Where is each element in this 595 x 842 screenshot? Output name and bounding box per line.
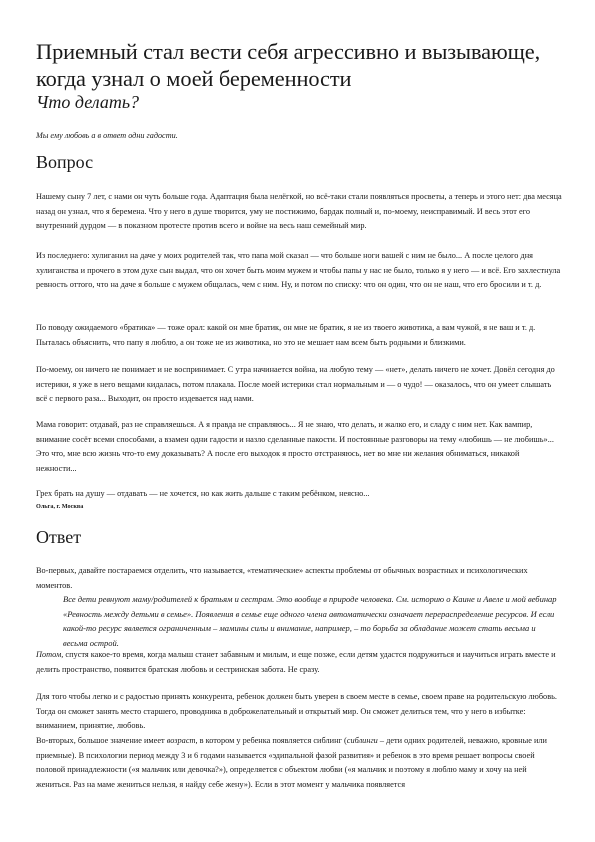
question-paragraph: По поводу ожидаемого «братика» — тоже орал: какой он мне братик, он мне не братик, я не из твоего животика, а вам чужой, я не ваш и т. д. Пыталась объяснить, что папу я люблю, а он тоже не из животика, но это не мешает нам всем быть родными и близкими. [36, 323, 536, 347]
question-paragraph: Из последнего: хулиганил на даче у моих родителей так, что папа мой сказал — что больше ноги вашей с ним не было... А после целого дня хулиганства и прочего в этом духе сын выдал, что он хочет быть моим мужем и чтобы папы у нас не было, только я у него — и всё. Его захлестнула ревность оттого, что на даче я больше с мужем общалась, чем с ним. Ну, и потом по списку: что он один, что он не наш, что его бросили и т. д. [36, 251, 561, 289]
answer-text: – дети одних родителей, неважно, кровные или приемные). В психологии период между 3 и 6 годами называется «эдипальной фазой развития» и ребенок в это время решает вопросы своей половой принадлежности («я мальчик или девочка?»), определяется с объектом любви («я мальчик и поэтому я люблю маму и хочу на ней жениться. Раз на маме жениться нельзя, я найду себе жену»). Если в этот момент у мальчика появляется [36, 736, 547, 789]
answer-heading: Ответ [36, 527, 82, 547]
answer-quote: Все дети ревнуют маму/родителей к братьям и сестрам. Это вообще в природе человека. См. историю о Каине и Авеле и мой вебинар «Ревность между детьми в семье». Появления в семье еще одного члена автоматически означает перераспределение ресурсов. И если какой-то ресурс является ограниченным – мамины силы и внимание, например, – то борьба за обладание может стать весьма и весьма острой. [63, 594, 557, 648]
answer-emphasis: Потом, [36, 650, 64, 659]
question-signature: Ольга, г. Москва [36, 503, 84, 510]
article-title: Приемный стал вести себя агрессивно и вызывающе, когда узнал о моей беременности [36, 39, 541, 91]
answer-paragraph [36, 648, 562, 677]
answer-text: , в котором у ребенка появляется сиблинг ( [195, 736, 347, 745]
answer-text: Во-вторых, большое значение имеет [36, 736, 167, 745]
question-paragraph: По-моему, он ничего не понимает и не воспринимает. С утра начинается война, на любую тему — «нет», делать ничего не хочет. Довёл сегодня до истерики, я уже в него вещами кидалась, потом плакала. После моей истерики стал нормальным и — о чудо! — оказалось, что он умеет слышать всё с первого раза... Выходит, он просто издевается над нами. [36, 365, 555, 403]
answer-intro: Во-первых, давайте постараемся отделить, что называется, «тематические» аспекты проблемы от обычных возрастных и психологических моментов. [36, 566, 528, 590]
answer-paragraph: Для того чтобы легко и с радостью принять конкурента, ребенок должен быть уверен в своем месте в семье, своем праве на родительскую любовь. Тогда он сможет занять место старшего, проводника в доброжелательный и открытый мир. Он сможет делиться тем, что у него в избытке: вниманием, принятие, любовь. [36, 692, 557, 730]
article-lead: Мы ему любовь а в ответ одни гадости. [36, 131, 178, 140]
question-paragraph: Грех брать на душу — отдавать — не хочется, но как жить дальше с таким ребёнком, неясно... [36, 489, 370, 498]
answer-text: спустя какое-то время, когда малыш станет забавным и милым, и еще позже, если детям удастся подружиться и научиться играть вместе и делить пространство, появится братская любовь и сестринская забота. Не сразу. [36, 650, 556, 674]
question-heading: Вопрос [36, 152, 94, 172]
article-subtitle: Что делать? [36, 92, 140, 112]
question-paragraph: Мама говорит: отдавай, раз не справляешься. А я правда не справляюсь... Я не знаю, что делать, и жалко его, и сладу с ним нет. Как вампир, внимание сосёт всеми способами, а взамен одни гадости и назло сделанные пакости. И постоянные разговоры на тему «любишь — не любишь»... Это что, мне всю жизнь что-то ему доказывать? А после его выходок я просто отстраняюсь, нет во мне ни желания обниматься, никакой нежности... [36, 420, 554, 473]
question-paragraph: Нашему сыну 7 лет, с нами он чуть больше года. Адаптация была нелёгкой, но всё-таки стали появляться просветы, а теперь и этого нет: два месяца назад он узнал, что я беремена. Что у него в душе творится, уму не постижимо, бардак полный и, по-моему, неисправимый. И весь этот его внутренний дурдом — в показном протесте против всего и войне на весь наш семейный мир. [36, 192, 562, 230]
answer-paragraph [36, 734, 562, 792]
answer-emphasis: возраст [166, 736, 196, 745]
answer-emphasis: сиблинги [346, 736, 378, 745]
